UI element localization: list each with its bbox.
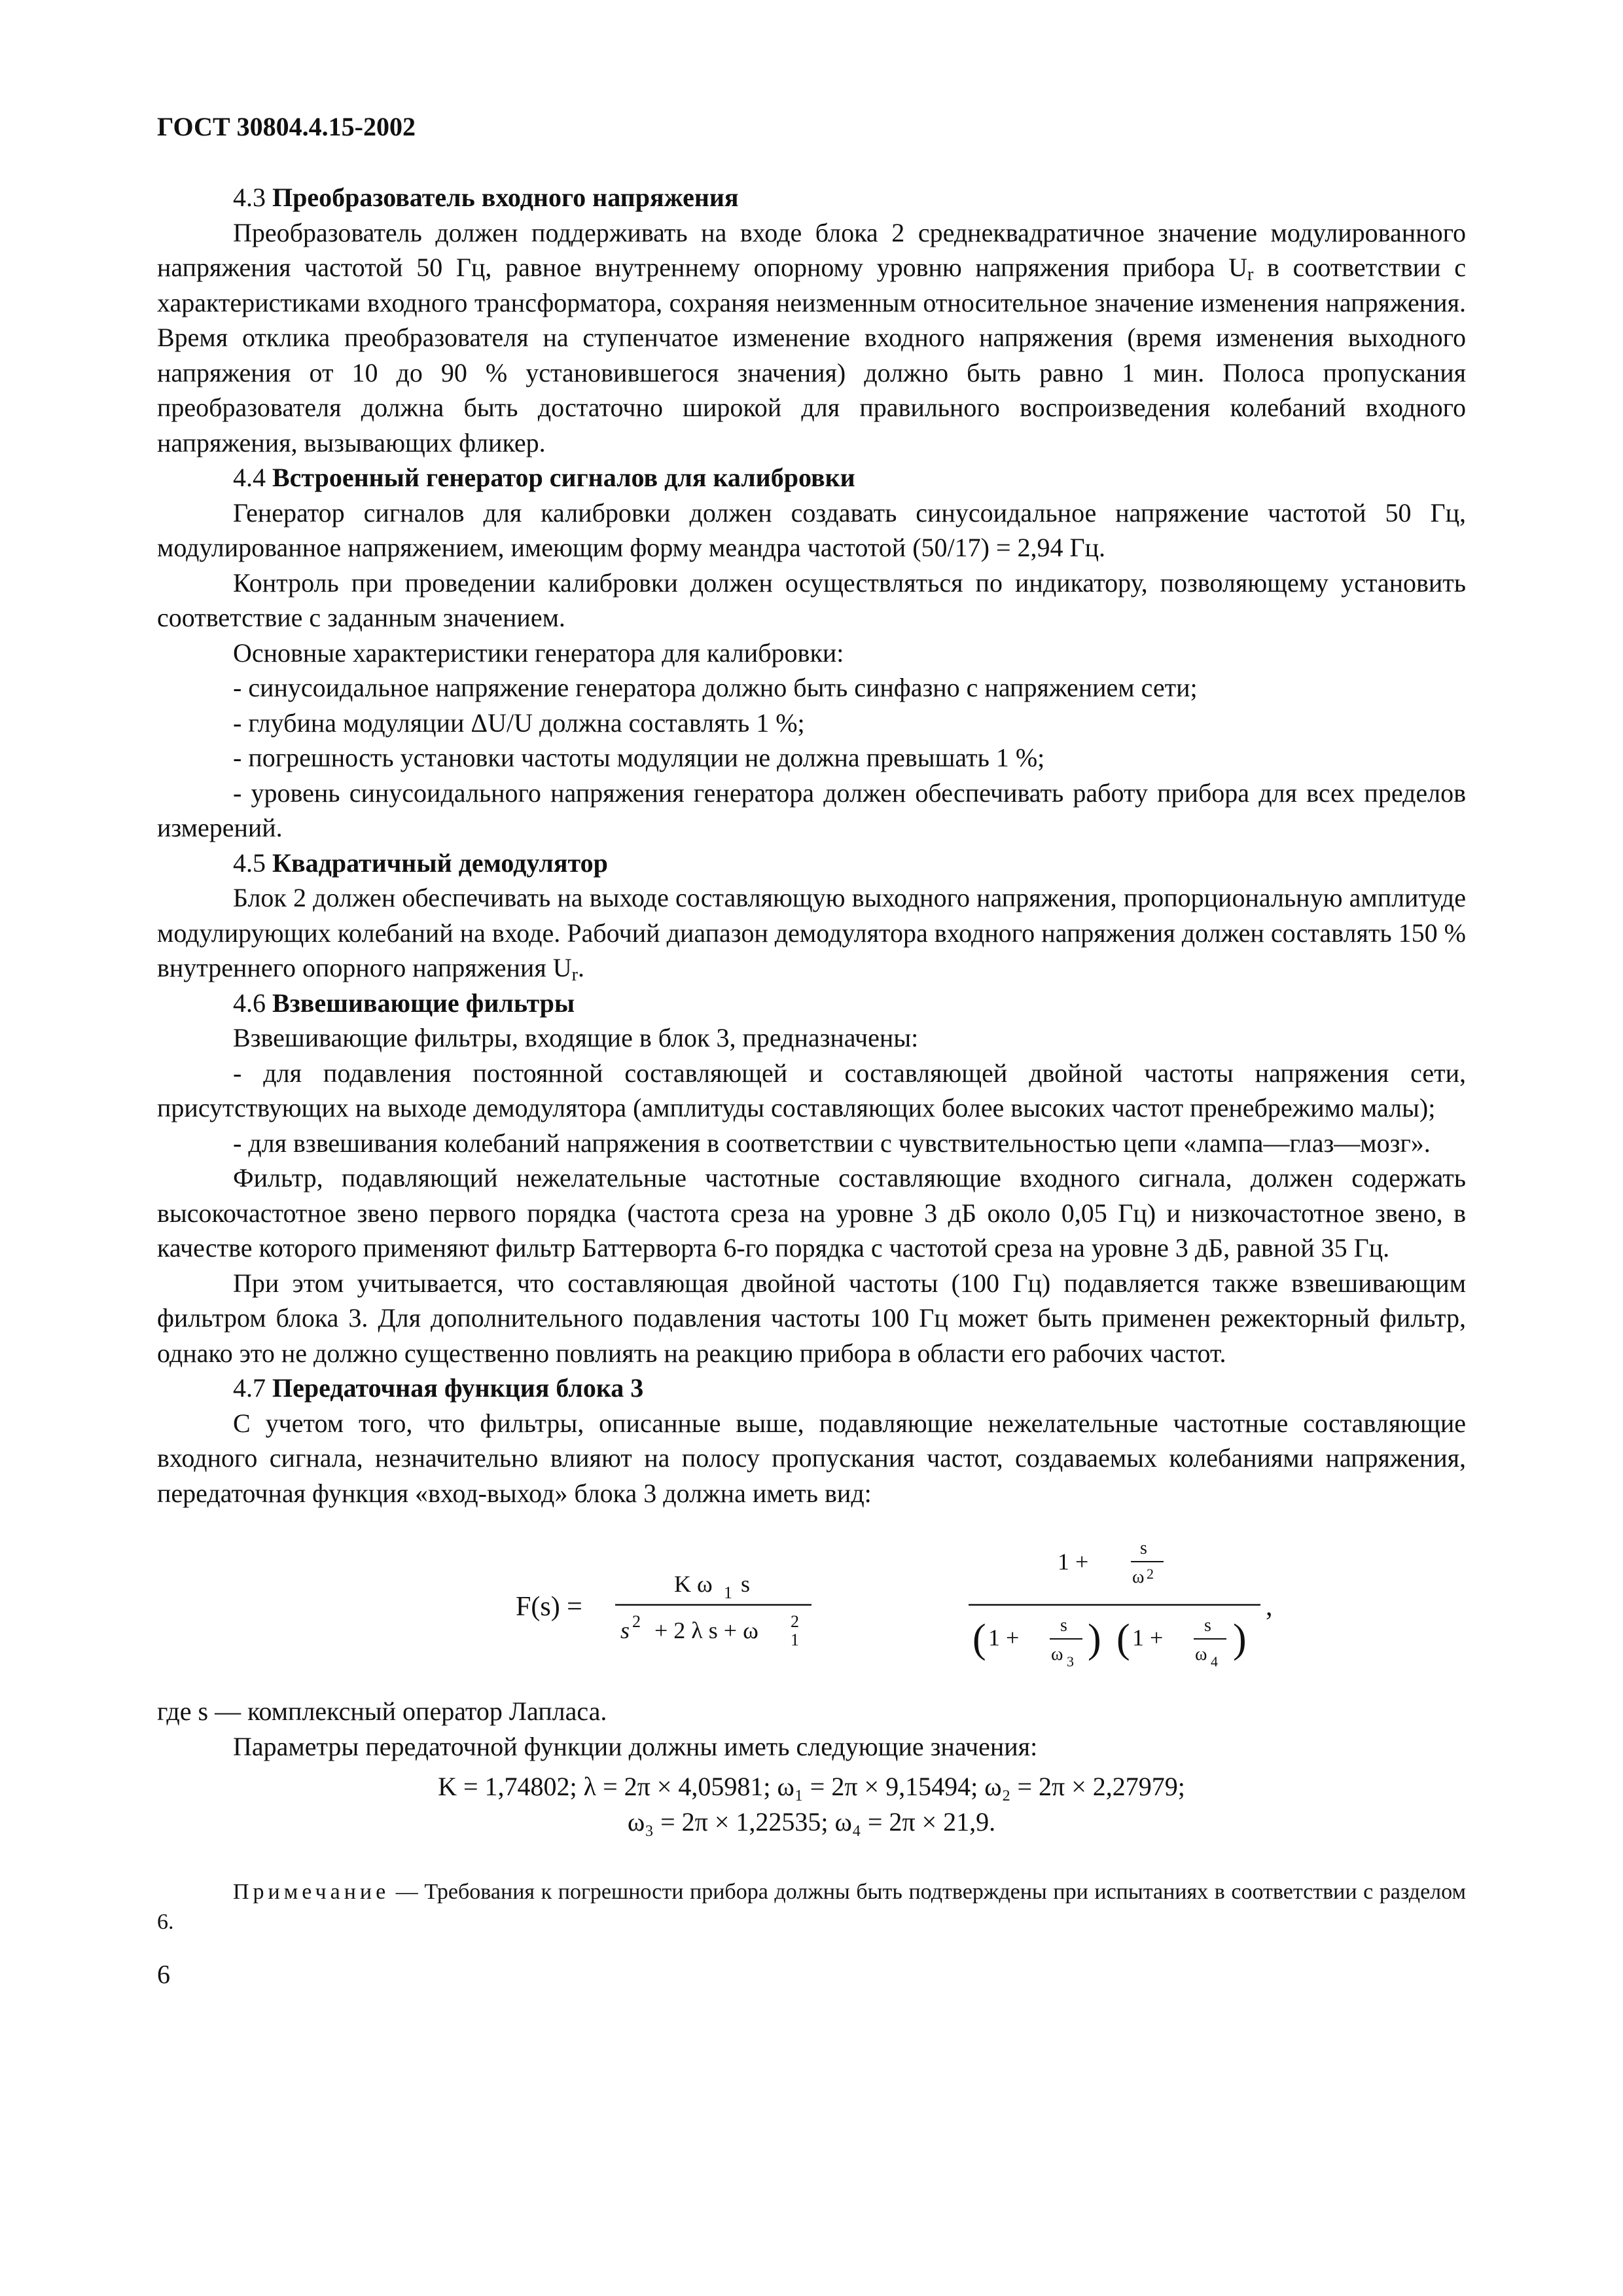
list-item: - для подавления постоянной составляющей и составляющей двойной частоты напряжения сети, присутствующих на выходе демодулятора (амплитуды составляющих более высоких частот пренебрежимо малы);: [157, 1058, 1466, 1122]
list-item: - глубина модуляции ΔU/U должна составлять 1 %;: [233, 708, 805, 738]
formula-den2-one-plus-a: 1 +: [988, 1624, 1020, 1651]
section-title: Встроенный генератор сигналов для калибровки: [272, 463, 855, 492]
section-heading-4-6: [157, 986, 1466, 1021]
formula-num2-omega: ω: [1132, 1567, 1145, 1587]
formula-den2-s-a: s: [1060, 1615, 1067, 1636]
formula-num1-sub: 1: [724, 1583, 732, 1602]
formula-den2-s-b: s: [1204, 1615, 1211, 1636]
paren-close: ): [1088, 1617, 1101, 1661]
paragraph: Генератор сигналов для калибровки должен создавать синусоидальное напряжение частотой 50 Гц, модулированное напряжением, имеющим форму меандра частотой (50/17) = 2,94 Гц.: [157, 497, 1466, 562]
formula-den1-s: s: [620, 1617, 630, 1643]
formula-where-text: где s — комплексный оператор Лапласа.: [157, 1696, 607, 1726]
formula-den2-omega-a: ω: [1051, 1644, 1063, 1664]
list-item: - погрешность установки частоты модуляции не должна превышать 1 %;: [233, 743, 1045, 772]
paragraph: Фильтр, подавляющий нежелательные частотные составляющие входного сигнала, должен содержать высокочастотное звено первого порядка (частота среза на уровне 3 дБ около 0,05 Гц) и низкочастотное звено, в качестве которого применяют фильтр Баттерворта 6-го порядка с частотой среза на уровне 3 дБ, равной 35 Гц.: [157, 1163, 1466, 1263]
subscript: r: [1247, 264, 1254, 285]
formula-den2-omega-sub3: 3: [1067, 1653, 1074, 1670]
formula-den2-one-plus-b: 1 +: [1132, 1624, 1164, 1651]
formula-num2-s: s: [1140, 1538, 1147, 1558]
parameter-values: [157, 1769, 1466, 1839]
section-number: 4.6: [233, 988, 266, 1018]
section-heading-4-4: [157, 460, 1466, 495]
note-text: — Требования к погрешности прибора должны быть подтверждены при испытаниях в соответствии с разделом 6.: [157, 1880, 1466, 1934]
section-number: 4.3: [233, 183, 266, 212]
text-run: Преобразователь должен поддерживать на входе блока 2 среднеквадратичное значение модулированного напряжения частотой 50 Гц, равное внутреннему опорному уровню напряжения прибора U: [157, 217, 1466, 282]
section-heading-4-5: [157, 846, 1466, 881]
text-run: .: [577, 953, 584, 982]
formula-num1-s: s: [741, 1571, 751, 1597]
text-run: Блок 2 должен обеспечивать на выходе составляющую выходного напряжения, пропорциональную амплитуде модулирующих колебаний на входе. Рабочий диапазон демодулятора входного напряжения должен составлять 150 % внутреннего опорного напряжения U: [157, 883, 1466, 982]
formula-den2-omega-sub4: 4: [1211, 1653, 1218, 1670]
paragraph: С учетом того, что фильтры, описанные выше, подавляющие нежелательные частотные составляющие входного сигнала, незначительно влияют на полосу пропускания частот, создаваемых колебаниями напряжения, передаточная функция «вход-выход» блока 3 должна иметь вид:: [157, 1408, 1466, 1508]
formula-num1-k-omega: K ω: [674, 1571, 713, 1597]
section-heading-4-7: [157, 1371, 1466, 1406]
formula-den1-sup2: 2: [791, 1612, 799, 1631]
formula-comma: ,: [1266, 1592, 1273, 1622]
document-header: ГОСТ 30804.4.15-2002: [157, 112, 416, 141]
document-body: [157, 180, 1466, 1992]
parameter-line: ω₃ = 2π × 1,22535; ω₄ = 2π × 21,9.: [627, 1806, 996, 1837]
formula-den1-rest: + 2 λ s + ω: [654, 1617, 758, 1643]
paragraph: [157, 215, 1466, 461]
transfer-function-formula: [157, 1524, 1466, 1694]
paragraph: При этом учитывается, что составляющая двойной частоты (100 Гц) подавляется также взвешивающим фильтром блока 3. Для дополнительного подавления частоты 100 Гц может быть применен режекторный фильтр, однако это не должно существенно повлиять на реакцию прибора в области его рабочих частот.: [157, 1268, 1466, 1368]
paren-close: ): [1233, 1617, 1247, 1661]
list-item: - для взвешивания колебаний напряжения в соответствии с чувствительностью цепи «лампа—глаз—мозг».: [233, 1128, 1431, 1158]
paragraph: Взвешивающие фильтры, входящие в блок 3, предназначены:: [233, 1023, 919, 1052]
paren-open: (: [972, 1617, 986, 1661]
formula-den1-sup: 2: [632, 1612, 641, 1631]
subscript: r: [571, 965, 578, 985]
formula-den1-sub1: 1: [791, 1630, 799, 1649]
formula-num2-omega-sup: 2: [1147, 1566, 1154, 1582]
note-label: Примечание: [233, 1880, 390, 1904]
document-page: [157, 111, 1466, 1992]
section-title: Передаточная функция блока 3: [272, 1373, 644, 1403]
formula-den2-omega-b: ω: [1195, 1644, 1207, 1664]
section-title: Взвешивающие фильтры: [272, 988, 575, 1018]
section-number: 4.4: [233, 463, 266, 492]
list-item: - синусоидальное напряжение генератора должно быть синфазно с напряжением сети;: [233, 673, 1198, 702]
paragraph: Параметры передаточной функции должны иметь следующие значения:: [233, 1731, 1038, 1761]
formula-svg: [157, 1524, 1466, 1694]
text-run: в соответствии с характеристиками входного трансформатора, сохраняя неизменным относительное значение изменения напряжения. Время отклика преобразователя на ступенчатое изменение входного напряжения (время изменения выходного напряжения от 10 до 90 % установившегося значения) должно быть равно 1 мин. Полоса пропускания преобразователя должна быть достаточно широкой для правильного воспроизведения колебаний входного напряжения, вызывающих фликер.: [157, 253, 1466, 457]
section-heading-4-3: [157, 180, 1466, 215]
parameter-line: K = 1,74802; λ = 2π × 4,05981; ω₁ = 2π × 9,15494; ω₂ = 2π × 2,27979;: [438, 1772, 1185, 1801]
paragraph: Основные характеристики генератора для калибровки:: [233, 637, 844, 668]
paren-open: (: [1116, 1617, 1130, 1661]
formula-num2-one-plus: 1 +: [1058, 1549, 1089, 1575]
section-number: 4.7: [233, 1373, 266, 1403]
section-number: 4.5: [233, 848, 266, 878]
page-number: 6: [157, 1960, 170, 1989]
paragraph: Контроль при проведении калибровки должен осуществляться по индикатору, позволяющему установить соответствие с заданным значением.: [157, 567, 1466, 632]
note: [157, 1877, 1466, 1937]
section-title: Квадратичный демодулятор: [272, 848, 608, 878]
list-item: - уровень синусоидального напряжения генератора должен обеспечивать работу прибора для всех пределов измерений.: [157, 778, 1466, 842]
section-title: Преобразователь входного напряжения: [272, 183, 739, 212]
paragraph: [157, 880, 1466, 986]
formula-lhs: F(s) =: [516, 1592, 582, 1622]
